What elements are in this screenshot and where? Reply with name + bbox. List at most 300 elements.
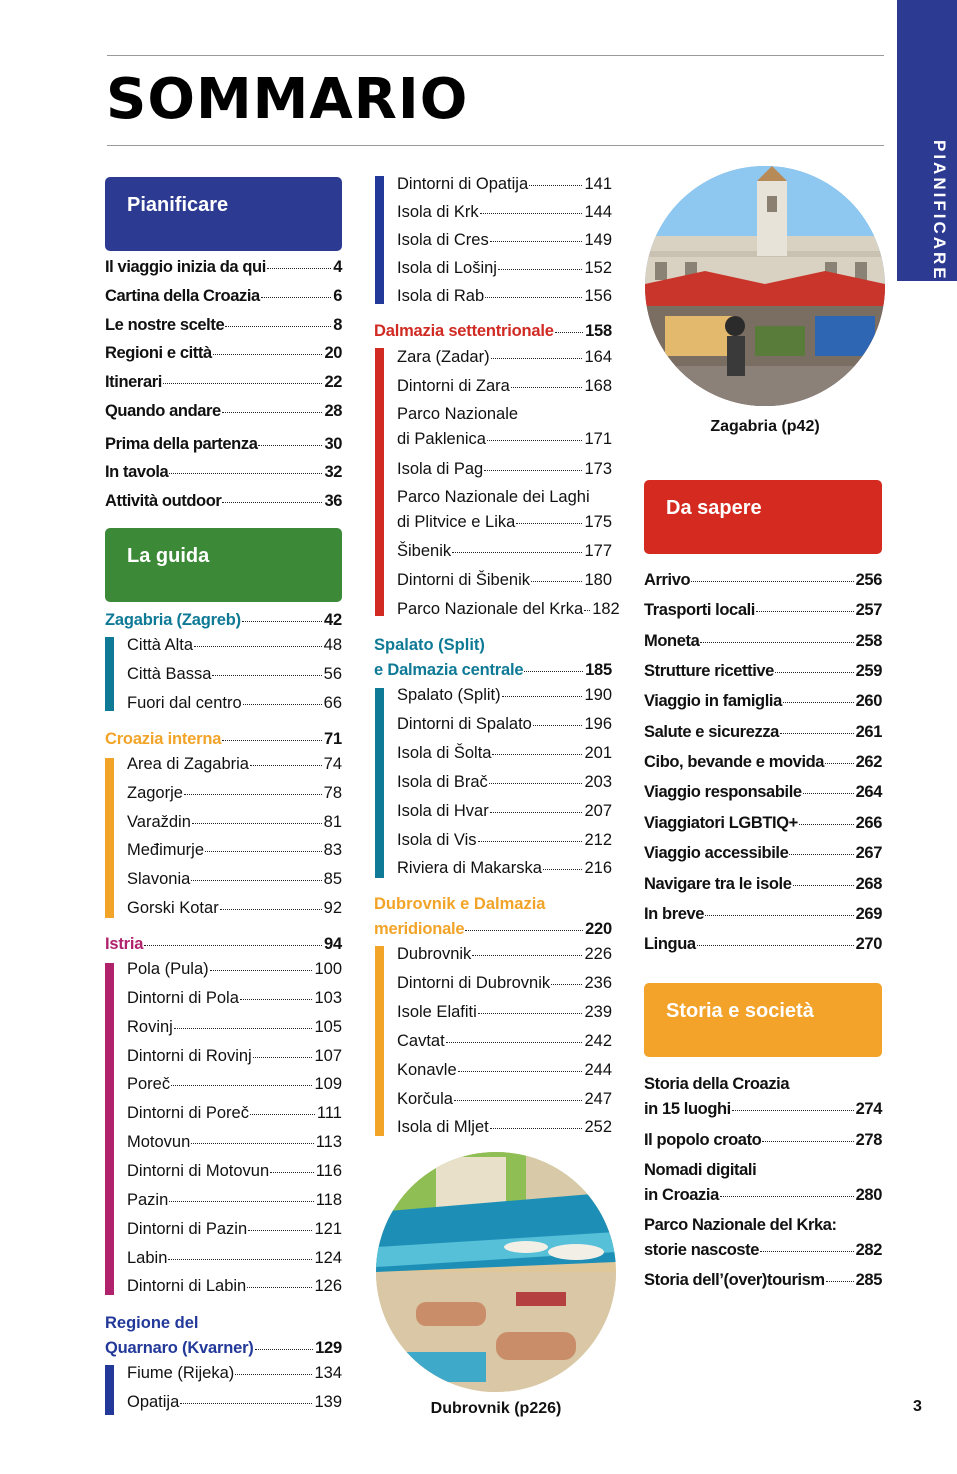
toc-item-label: Area di Zagabria (127, 755, 249, 773)
toc-storia-item[interactable] (644, 1184, 882, 1206)
toc-pianificare-item-page: 6 (333, 287, 342, 305)
section-dubrovnik[interactable] (374, 918, 612, 940)
toc-item-page: 116 (315, 1161, 342, 1180)
toc-sapere-item-label: In breve (644, 904, 705, 923)
toc-sapere-item-page: 259 (855, 662, 882, 681)
section-quarnaro-line1: Regione del (105, 1314, 199, 1332)
dot-leader (490, 812, 583, 813)
toc-item-label: Dubrovnik (397, 945, 472, 963)
page-title: SOMMARIO (106, 67, 469, 132)
dot-leader (760, 1251, 854, 1252)
toc-item-page: 182 (592, 600, 620, 618)
toc-item-label: Rovinj (127, 1017, 173, 1036)
toc-item-label: Dintorni di Zara (397, 377, 510, 395)
toc-item[interactable] (397, 229, 612, 251)
dot-leader (191, 1143, 313, 1144)
section-spalato-page: 185 (585, 661, 612, 679)
toc-item-label: Zara (Zadar) (397, 348, 490, 366)
toc-pianificare-item[interactable] (105, 400, 342, 422)
toc-sapere-item[interactable] (644, 721, 882, 743)
toc-item-label: Cavtat (397, 1031, 445, 1050)
toc-item[interactable] (397, 857, 612, 879)
toc-item[interactable] (397, 1088, 612, 1110)
toc-item[interactable] (397, 972, 612, 994)
toc-item-label: Dintorni di Opatija (397, 175, 529, 193)
toc-sapere-item[interactable] (644, 933, 882, 955)
toc-item-label: Isole Elafiti (397, 1002, 477, 1021)
side-tab (897, 0, 957, 281)
toc-item[interactable] (127, 634, 342, 656)
toc-item[interactable] (127, 1275, 342, 1297)
dot-leader (489, 783, 583, 784)
dot-leader (270, 1172, 314, 1173)
toc-item-page: 244 (584, 1060, 612, 1079)
dot-leader (235, 1374, 312, 1375)
toc-sapere-item[interactable] (644, 630, 882, 652)
dot-leader (491, 358, 583, 359)
toc-sapere-item-label: Moneta (644, 631, 700, 650)
toc-item-page: 149 (584, 231, 612, 250)
toc-item-page: 216 (584, 859, 612, 878)
dot-leader (267, 268, 331, 269)
toc-sapere-item-label: Viaggio accessibile (644, 844, 789, 863)
toc-storia-line1: Parco Nazionale del Krka: (644, 1216, 837, 1234)
toc-item-label: Šibenik (397, 542, 452, 560)
toc-pianificare-item-label: Cartina della Croazia (105, 287, 260, 305)
toc-item-label: Konavle (397, 1060, 457, 1079)
toc-item[interactable] (127, 897, 342, 919)
section-zagabria-page: 42 (324, 611, 342, 629)
toc-item[interactable] (397, 1001, 612, 1023)
toc-item-page: 177 (584, 542, 612, 560)
toc-pianificare-item[interactable] (105, 433, 342, 455)
toc-item-label: Isola di Cres (397, 231, 489, 250)
toc-pianificare-item-label: Itinerari (105, 373, 162, 391)
toc-pianificare-item[interactable] (105, 490, 342, 512)
toc-item-label: Korčula (397, 1089, 453, 1108)
toc-item-label: Zagorje (127, 783, 183, 802)
toc-storia-item-page: 274 (855, 1100, 882, 1118)
toc-item-page: 190 (584, 686, 612, 704)
dot-leader (478, 841, 583, 842)
dot-leader (184, 794, 322, 795)
dot-leader (194, 646, 322, 647)
zagabria-market-image (645, 166, 885, 406)
toc-sapere-item-page: 257 (855, 601, 882, 620)
dot-leader (261, 297, 331, 298)
toc-storia-item-page: 282 (855, 1241, 882, 1259)
toc-sapere-item-label: Salute e sicurezza (644, 722, 779, 741)
toc-sapere-item[interactable] (644, 751, 882, 773)
toc-item[interactable] (397, 713, 612, 735)
toc-sapere-item-page: 262 (855, 753, 882, 772)
toc-storia-item-label: in Croazia (644, 1186, 719, 1204)
toc-sapere-item-label: Arrivo (644, 571, 691, 589)
toc-item-label: Spalato (Split) (397, 686, 501, 704)
header-pianificare-label: Pianificare (127, 194, 229, 216)
toc-item[interactable] (127, 839, 342, 861)
toc-item[interactable] (127, 663, 342, 685)
toc-pianificare-item-page: 30 (324, 435, 342, 453)
dot-leader (255, 1349, 313, 1350)
toc-item-line1: Parco Nazionale dei Laghi (397, 488, 590, 506)
toc-storia-item[interactable] (644, 1239, 882, 1261)
toc-storia-item-label: Il popolo croato (644, 1131, 762, 1149)
toc-item-page: 126 (314, 1277, 342, 1296)
toc-item-label: Città Bassa (127, 664, 212, 683)
dot-leader (163, 383, 323, 384)
toc-item-page: 156 (584, 287, 612, 306)
toc-item[interactable] (127, 987, 342, 1009)
dot-leader (720, 1196, 854, 1197)
toc-item[interactable] (397, 598, 620, 620)
dot-leader (213, 354, 323, 355)
toc-item[interactable] (397, 569, 612, 591)
toc-pianificare-item-label: Il viaggio inizia da qui (105, 258, 266, 276)
header-la-guida-label: La guida (127, 545, 210, 567)
toc-item[interactable] (127, 1102, 342, 1124)
dot-leader (691, 581, 853, 582)
toc-item[interactable] (397, 771, 612, 793)
dot-leader (511, 387, 583, 388)
header-da-sapere (644, 480, 882, 554)
toc-sapere-item-label: Viaggiatori LGBTIQ+ (644, 813, 798, 832)
toc-item-label: Motovun (127, 1133, 191, 1152)
section-bar-dalmazia-sett (375, 348, 384, 616)
section-dalmazia-settentrionale[interactable] (374, 320, 612, 342)
toc-item[interactable] (127, 1016, 342, 1038)
dot-leader (480, 213, 583, 214)
toc-item[interactable] (397, 201, 612, 223)
toc-item[interactable] (127, 1073, 342, 1095)
toc-item[interactable] (397, 829, 612, 851)
section-bar-quarnaro-cont (375, 176, 384, 304)
dot-leader (555, 332, 583, 333)
toc-item[interactable] (397, 346, 612, 368)
dot-leader (492, 754, 582, 755)
toc-item-label: Slavonia (127, 870, 191, 889)
toc-item-page: 180 (584, 571, 612, 589)
dot-leader (250, 765, 322, 766)
toc-item[interactable] (397, 684, 612, 706)
toc-item-label: Labin (127, 1248, 168, 1267)
toc-sapere-item[interactable] (644, 873, 882, 895)
toc-item-label: Isola di Rab (397, 287, 485, 306)
toc-pianificare-item-label: Quando andare (105, 402, 221, 420)
toc-item-page: 226 (584, 945, 612, 963)
toc-item-page: 121 (314, 1219, 342, 1238)
toc-sapere-item-label: Viaggio responsabile (644, 783, 802, 802)
toc-item-page: 144 (584, 203, 612, 222)
toc-item-page: 78 (323, 783, 342, 802)
toc-item[interactable] (397, 257, 612, 279)
toc-item-label: Opatija (127, 1393, 180, 1411)
toc-item[interactable] (127, 1160, 342, 1182)
toc-item[interactable] (127, 1247, 342, 1269)
toc-sapere-item[interactable] (644, 690, 882, 712)
toc-item[interactable] (397, 800, 612, 822)
dot-leader (799, 824, 854, 825)
toc-item[interactable] (397, 1116, 612, 1138)
section-bar-istria (105, 963, 114, 1295)
dot-leader (168, 1259, 312, 1260)
dot-leader (458, 1071, 583, 1072)
toc-item-page: 103 (314, 988, 342, 1007)
toc-item-page: 56 (323, 664, 342, 683)
toc-item[interactable] (127, 1045, 342, 1067)
dot-leader (551, 984, 582, 985)
section-bar-quarnaro (105, 1365, 114, 1415)
dot-leader (697, 945, 854, 946)
toc-item-page: 164 (584, 348, 612, 366)
toc-item-page: 124 (314, 1248, 342, 1267)
toc-item[interactable] (397, 458, 612, 480)
toc-pianificare-item-label: Le nostre scelte (105, 316, 225, 334)
toc-sapere-item[interactable] (644, 903, 882, 925)
toc-storia-item[interactable] (644, 1129, 882, 1151)
dot-leader (248, 1230, 312, 1231)
section-bar-spalato (375, 688, 384, 878)
toc-item-label: Dintorni di Poreč (127, 1104, 249, 1123)
section-dubrovnik-label: meridionale (374, 920, 465, 938)
toc-item-page: 74 (323, 755, 342, 773)
toc-item-page: 100 (314, 960, 342, 978)
toc-pianificare-item-page: 36 (324, 492, 342, 510)
toc-item[interactable] (397, 173, 612, 195)
section-spalato[interactable] (374, 659, 612, 681)
toc-sapere-item-label: Viaggio in famiglia (644, 692, 782, 711)
toc-item-page: 171 (584, 430, 612, 448)
zagabria-caption: Zagabria (p42) (710, 418, 820, 435)
section-zagabria-label: Zagabria (Zagreb) (105, 611, 241, 629)
section-bar-dubrovnik (375, 946, 384, 1136)
toc-item-label: Isola di Mljet (397, 1118, 489, 1137)
toc-sapere-item[interactable] (644, 599, 882, 621)
dot-leader (825, 763, 854, 764)
toc-storia-item-page: 285 (855, 1271, 882, 1289)
toc-item-label: Pazin (127, 1190, 169, 1209)
toc-item-page: 113 (315, 1133, 342, 1152)
toc-sapere-item[interactable] (644, 812, 882, 834)
dot-leader (826, 1281, 854, 1282)
toc-item[interactable] (127, 1189, 342, 1211)
dot-leader (793, 885, 854, 886)
dot-leader (253, 1057, 313, 1058)
toc-pianificare-item-page: 32 (324, 463, 342, 481)
toc-item-label: Città Alta (127, 636, 194, 654)
toc-sapere-item-page: 260 (855, 692, 882, 711)
dot-leader (756, 611, 854, 612)
dubrovnik-photo (376, 1152, 616, 1392)
dot-leader (529, 185, 582, 186)
toc-pianificare-item[interactable] (105, 285, 342, 307)
toc-item-page: 152 (584, 259, 612, 278)
dot-leader (775, 672, 854, 673)
dubrovnik-beach-image (376, 1152, 616, 1392)
toc-item-page: 48 (323, 636, 342, 654)
dot-leader (180, 1403, 312, 1404)
toc-item-page: 236 (584, 973, 612, 992)
toc-item-page: 242 (584, 1031, 612, 1050)
toc-item-label: Isola di Vis (397, 830, 477, 849)
dot-leader (700, 642, 853, 643)
dot-leader (225, 326, 331, 327)
dot-leader (205, 851, 322, 852)
toc-item-page: 201 (584, 743, 612, 762)
dot-leader (490, 1128, 583, 1129)
dot-leader (240, 999, 313, 1000)
section-bar-zagabria (105, 637, 114, 711)
dot-leader (533, 725, 583, 726)
dot-leader (524, 671, 583, 672)
header-storia-label: Storia e società (666, 1000, 814, 1022)
toc-sapere-item[interactable] (644, 660, 882, 682)
toc-item[interactable] (127, 692, 342, 714)
toc-sapere-item[interactable] (644, 569, 882, 591)
toc-sapere-item[interactable] (644, 781, 882, 803)
dot-leader (452, 552, 582, 553)
toc-pianificare-item[interactable] (105, 342, 342, 364)
dot-leader (498, 269, 582, 270)
dot-leader (472, 955, 582, 956)
toc-sapere-item[interactable] (644, 842, 882, 864)
section-istria-label: Istria (105, 935, 144, 953)
toc-item-page: 173 (584, 460, 612, 478)
toc-pianificare-item[interactable] (105, 256, 342, 278)
section-dubrovnik-line1: Dubrovnik e Dalmazia (374, 895, 546, 913)
toc-item-page: 92 (323, 899, 342, 917)
toc-storia-item-label: in 15 luoghi (644, 1100, 731, 1118)
section-spalato-line1: Spalato (Split) (374, 636, 485, 654)
toc-item[interactable] (127, 1391, 342, 1413)
toc-storia-item[interactable] (644, 1269, 882, 1291)
section-spalato-label: e Dalmazia centrale (374, 661, 524, 679)
header-storia-e-societa (644, 983, 882, 1057)
dot-leader (243, 704, 322, 705)
toc-sapere-item-label: Lingua (644, 935, 696, 954)
toc-sapere-item-page: 261 (855, 722, 882, 741)
dot-leader (732, 1110, 854, 1111)
section-zagabria[interactable] (105, 609, 342, 631)
dot-leader (465, 930, 583, 931)
section-quarnaro[interactable] (105, 1337, 342, 1359)
toc-storia-item-page: 278 (855, 1131, 882, 1149)
toc-pianificare-item[interactable] (105, 371, 342, 393)
toc-item-label: Međimurje (127, 841, 205, 860)
dot-leader (192, 823, 322, 824)
toc-item[interactable] (397, 375, 612, 397)
dot-leader (531, 581, 582, 582)
dot-leader (584, 610, 590, 611)
section-dalmazia-settentrionale-label: Dalmazia settentrionale (374, 322, 554, 340)
toc-item-page: 175 (584, 513, 612, 531)
dot-leader (485, 297, 582, 298)
toc-sapere-item-label: Cibo, bevande e movida (644, 753, 825, 772)
toc-item[interactable] (127, 1218, 342, 1240)
toc-item[interactable] (397, 511, 612, 533)
section-istria[interactable] (105, 933, 342, 955)
toc-item-page: 207 (584, 801, 612, 820)
toc-item-page: 81 (323, 812, 342, 831)
section-croazia-interna-label: Croazia interna (105, 730, 222, 748)
toc-item-label: Dintorni di Rovinj (127, 1046, 252, 1065)
toc-item-page: 141 (584, 175, 612, 193)
toc-item-label: Dintorni di Spalato (397, 714, 532, 733)
toc-item[interactable] (397, 1030, 612, 1052)
toc-storia-item-label: storie nascoste (644, 1241, 760, 1259)
toc-pianificare-item-label: In tavola (105, 463, 169, 481)
toc-item[interactable] (397, 428, 612, 450)
toc-sapere-item-page: 256 (855, 571, 882, 589)
dot-leader (222, 740, 322, 741)
page-number: 3 (913, 1398, 922, 1415)
header-da-sapere-label: Da sapere (666, 497, 762, 519)
toc-item[interactable] (127, 1131, 342, 1153)
toc-item-page: 168 (584, 377, 612, 395)
toc-item[interactable] (397, 1059, 612, 1081)
toc-item[interactable] (397, 540, 612, 562)
toc-item[interactable] (127, 1362, 342, 1384)
toc-item[interactable] (397, 742, 612, 764)
dot-leader (803, 793, 854, 794)
toc-item-page: 111 (316, 1104, 342, 1123)
section-istria-page: 94 (324, 935, 342, 953)
toc-item[interactable] (397, 285, 612, 307)
toc-pianificare-item[interactable] (105, 314, 342, 336)
toc-item-label: di Plitvice e Lika (397, 513, 516, 531)
toc-item[interactable] (127, 811, 342, 833)
toc-item-label: Fuori dal centro (127, 693, 242, 712)
toc-item[interactable] (397, 943, 612, 965)
toc-sapere-item-page: 270 (855, 935, 882, 954)
dot-leader (169, 1201, 313, 1202)
toc-item-page: 109 (314, 1075, 342, 1094)
dot-leader (478, 1013, 583, 1014)
toc-item[interactable] (127, 958, 342, 980)
toc-pianificare-item-label: Attività outdoor (105, 492, 222, 510)
dot-leader (446, 1042, 583, 1043)
dot-leader (171, 1085, 312, 1086)
toc-item-page: 212 (584, 830, 612, 849)
dot-leader (258, 445, 322, 446)
toc-item-label: Pola (Pula) (127, 960, 209, 978)
toc-item[interactable] (127, 782, 342, 804)
toc-item-label: Parco Nazionale del Krka (397, 600, 584, 618)
dot-leader (247, 1287, 312, 1288)
section-bar-croazia-interna (105, 758, 114, 918)
toc-storia-item[interactable] (644, 1098, 882, 1120)
dot-leader (762, 1141, 853, 1142)
toc-item-label: Isola di Šolta (397, 743, 492, 762)
dot-leader (502, 696, 583, 697)
toc-item[interactable] (127, 753, 342, 775)
dot-leader (174, 1028, 313, 1029)
toc-item-page: 105 (314, 1017, 342, 1036)
toc-item-label: Dintorni di Dubrovnik (397, 973, 551, 992)
dubrovnik-caption: Dubrovnik (p226) (430, 1400, 562, 1417)
toc-pianificare-item[interactable] (105, 461, 342, 483)
header-pianificare (105, 177, 342, 251)
toc-item-page: 196 (584, 714, 612, 733)
toc-pianificare-item-page: 4 (333, 258, 342, 276)
toc-sapere-item-label: Strutture ricettive (644, 662, 774, 681)
dot-leader (250, 1114, 315, 1115)
toc-item-label: Dintorni di Motovun (127, 1161, 270, 1180)
section-croazia-interna[interactable] (105, 728, 342, 750)
toc-pianificare-item-page: 28 (324, 402, 342, 420)
toc-item-page: 203 (584, 772, 612, 791)
toc-item[interactable] (127, 868, 342, 890)
